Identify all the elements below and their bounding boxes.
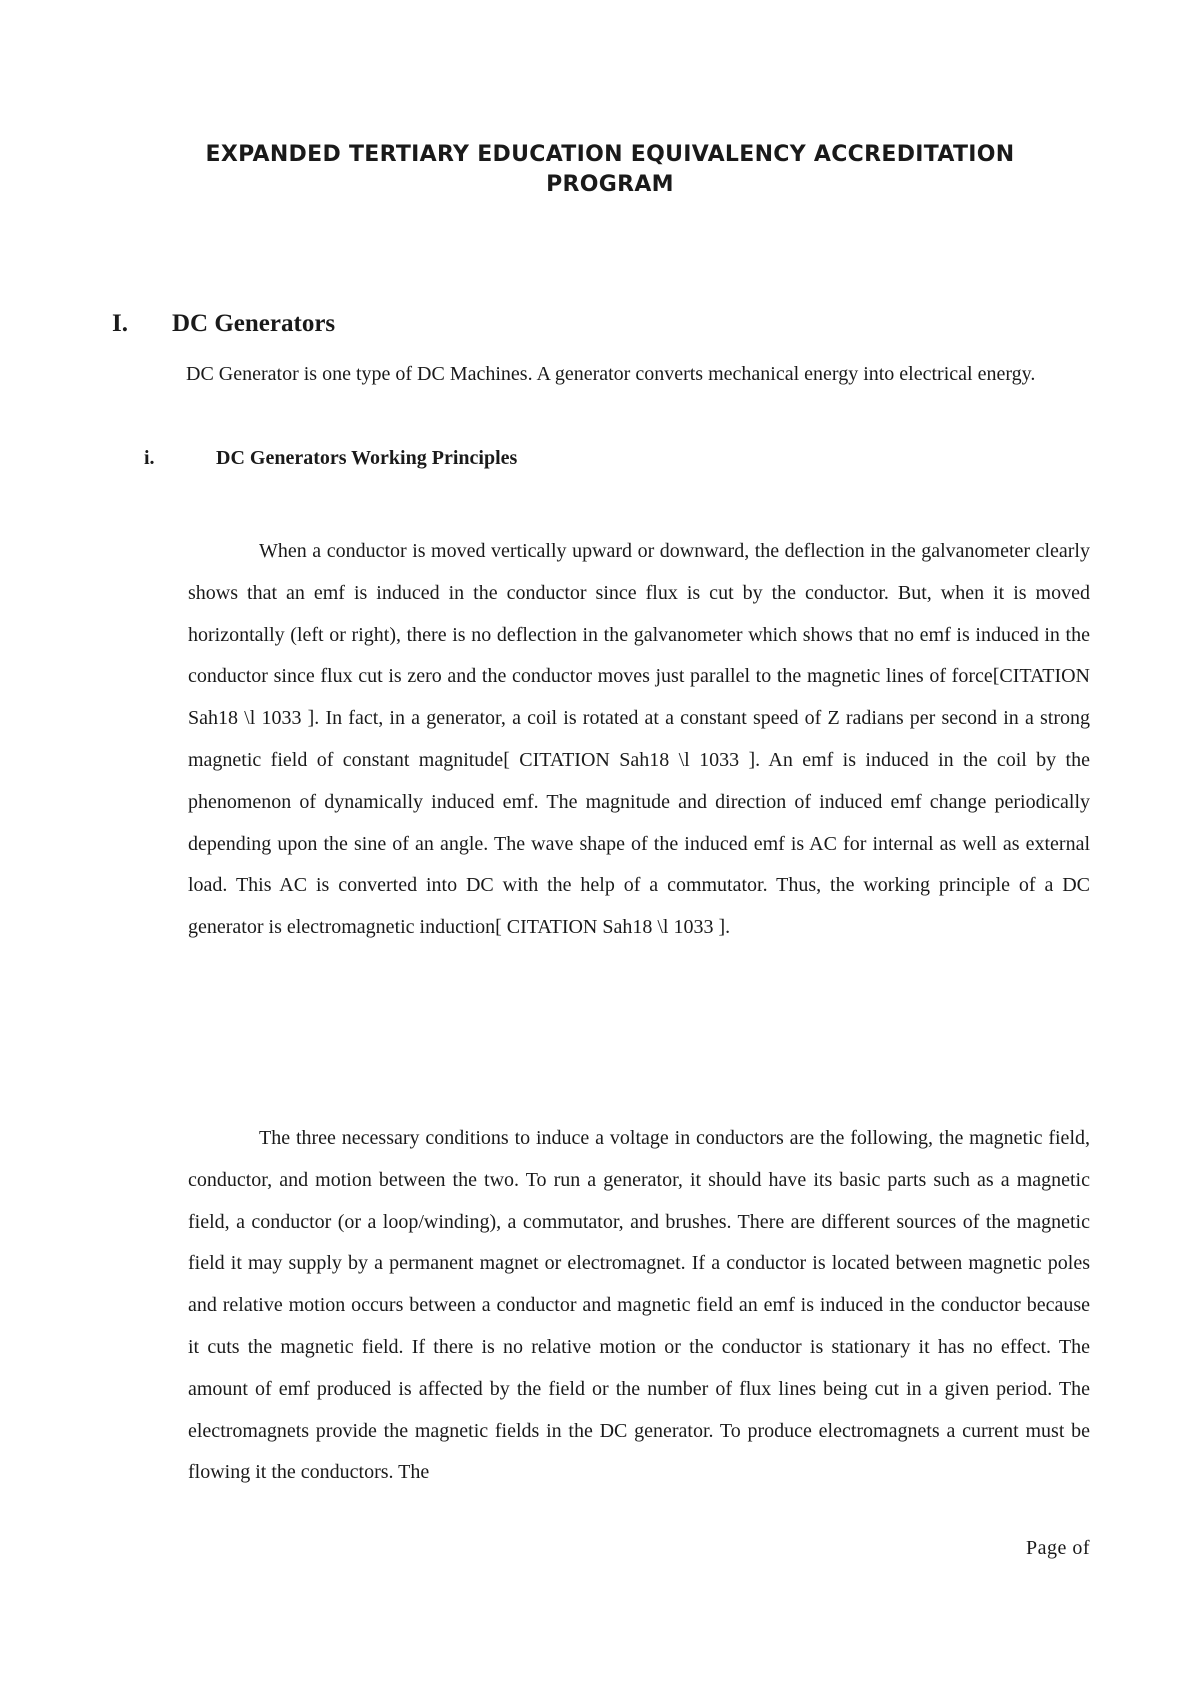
- body-paragraph-working-principle: When a conductor is moved vertically upward or downward, the deflection in the galvanometer clearly shows that an emf is induced in the conductor since flux is cut by the conductor. But, when it is moved horizontally (left or right), there is no deflection in the galvanometer which shows that no emf is induced in the conductor since flux cut is zero and the conductor moves just parallel to the magnetic lines of force[CITATION Sah18 \l 1033 ]. In fact, in a generator, a coil is rotated at a constant speed of Z radians per second in a strong magnetic field of constant magnitude[ CITATION Sah18 \l 1033 ]. An emf is induced in the coil by the phenomenon of dynamically induced emf. The magnitude and direction of induced emf change periodically depending upon the sine of an angle. The wave shape of the induced emf is AC for internal as well as external load. This AC is converted into DC with the help of a commutator. Thus, the working principle of a DC generator is electromagnetic induction[ CITATION Sah18 \l 1033 ].: [188, 540, 1090, 939]
- subsection-number: i.: [144, 447, 155, 469]
- section-number: I.: [112, 310, 128, 337]
- section-intro-paragraph: DC Generator is one type of DC Machines. A generator converts mechanical energy into electrical energy.: [186, 363, 1036, 385]
- body-paragraph-necessary-conditions: The three necessary conditions to induce a voltage in conductors are the following, the magnetic field, conductor, and motion between the two. To run a generator, it should have its basic parts such as a magnetic field, a conductor (or a loop/winding), a commutator, and brushes. There are different sources of the magnetic field it may supply by a permanent magnet or electromagnet. If a conductor is located between magnetic poles and relative motion occurs between a conductor and magnetic field an emf is induced in the conductor because it cuts the magnetic field. If there is no relative motion or the conductor is stationary it has no effect. The amount of emf produced is affected by the field or the number of flux lines being cut in a given period. The electromagnets provide the magnetic fields in the DC generator. To produce electromagnets a current must be flowing it the conductors. The: [188, 1127, 1090, 1484]
- subsection-title: DC Generators Working Principles: [216, 447, 518, 469]
- section-title: DC Generators: [172, 310, 336, 337]
- section-heading: [112, 309, 335, 339]
- document-title: EXPANDED TERTIARY EDUCATION EQUIVALENCY ACCREDITATION PROGRAM: [205, 142, 1015, 197]
- page-number-footer: Page of: [1025, 1537, 1090, 1559]
- subsection-heading: [144, 444, 517, 472]
